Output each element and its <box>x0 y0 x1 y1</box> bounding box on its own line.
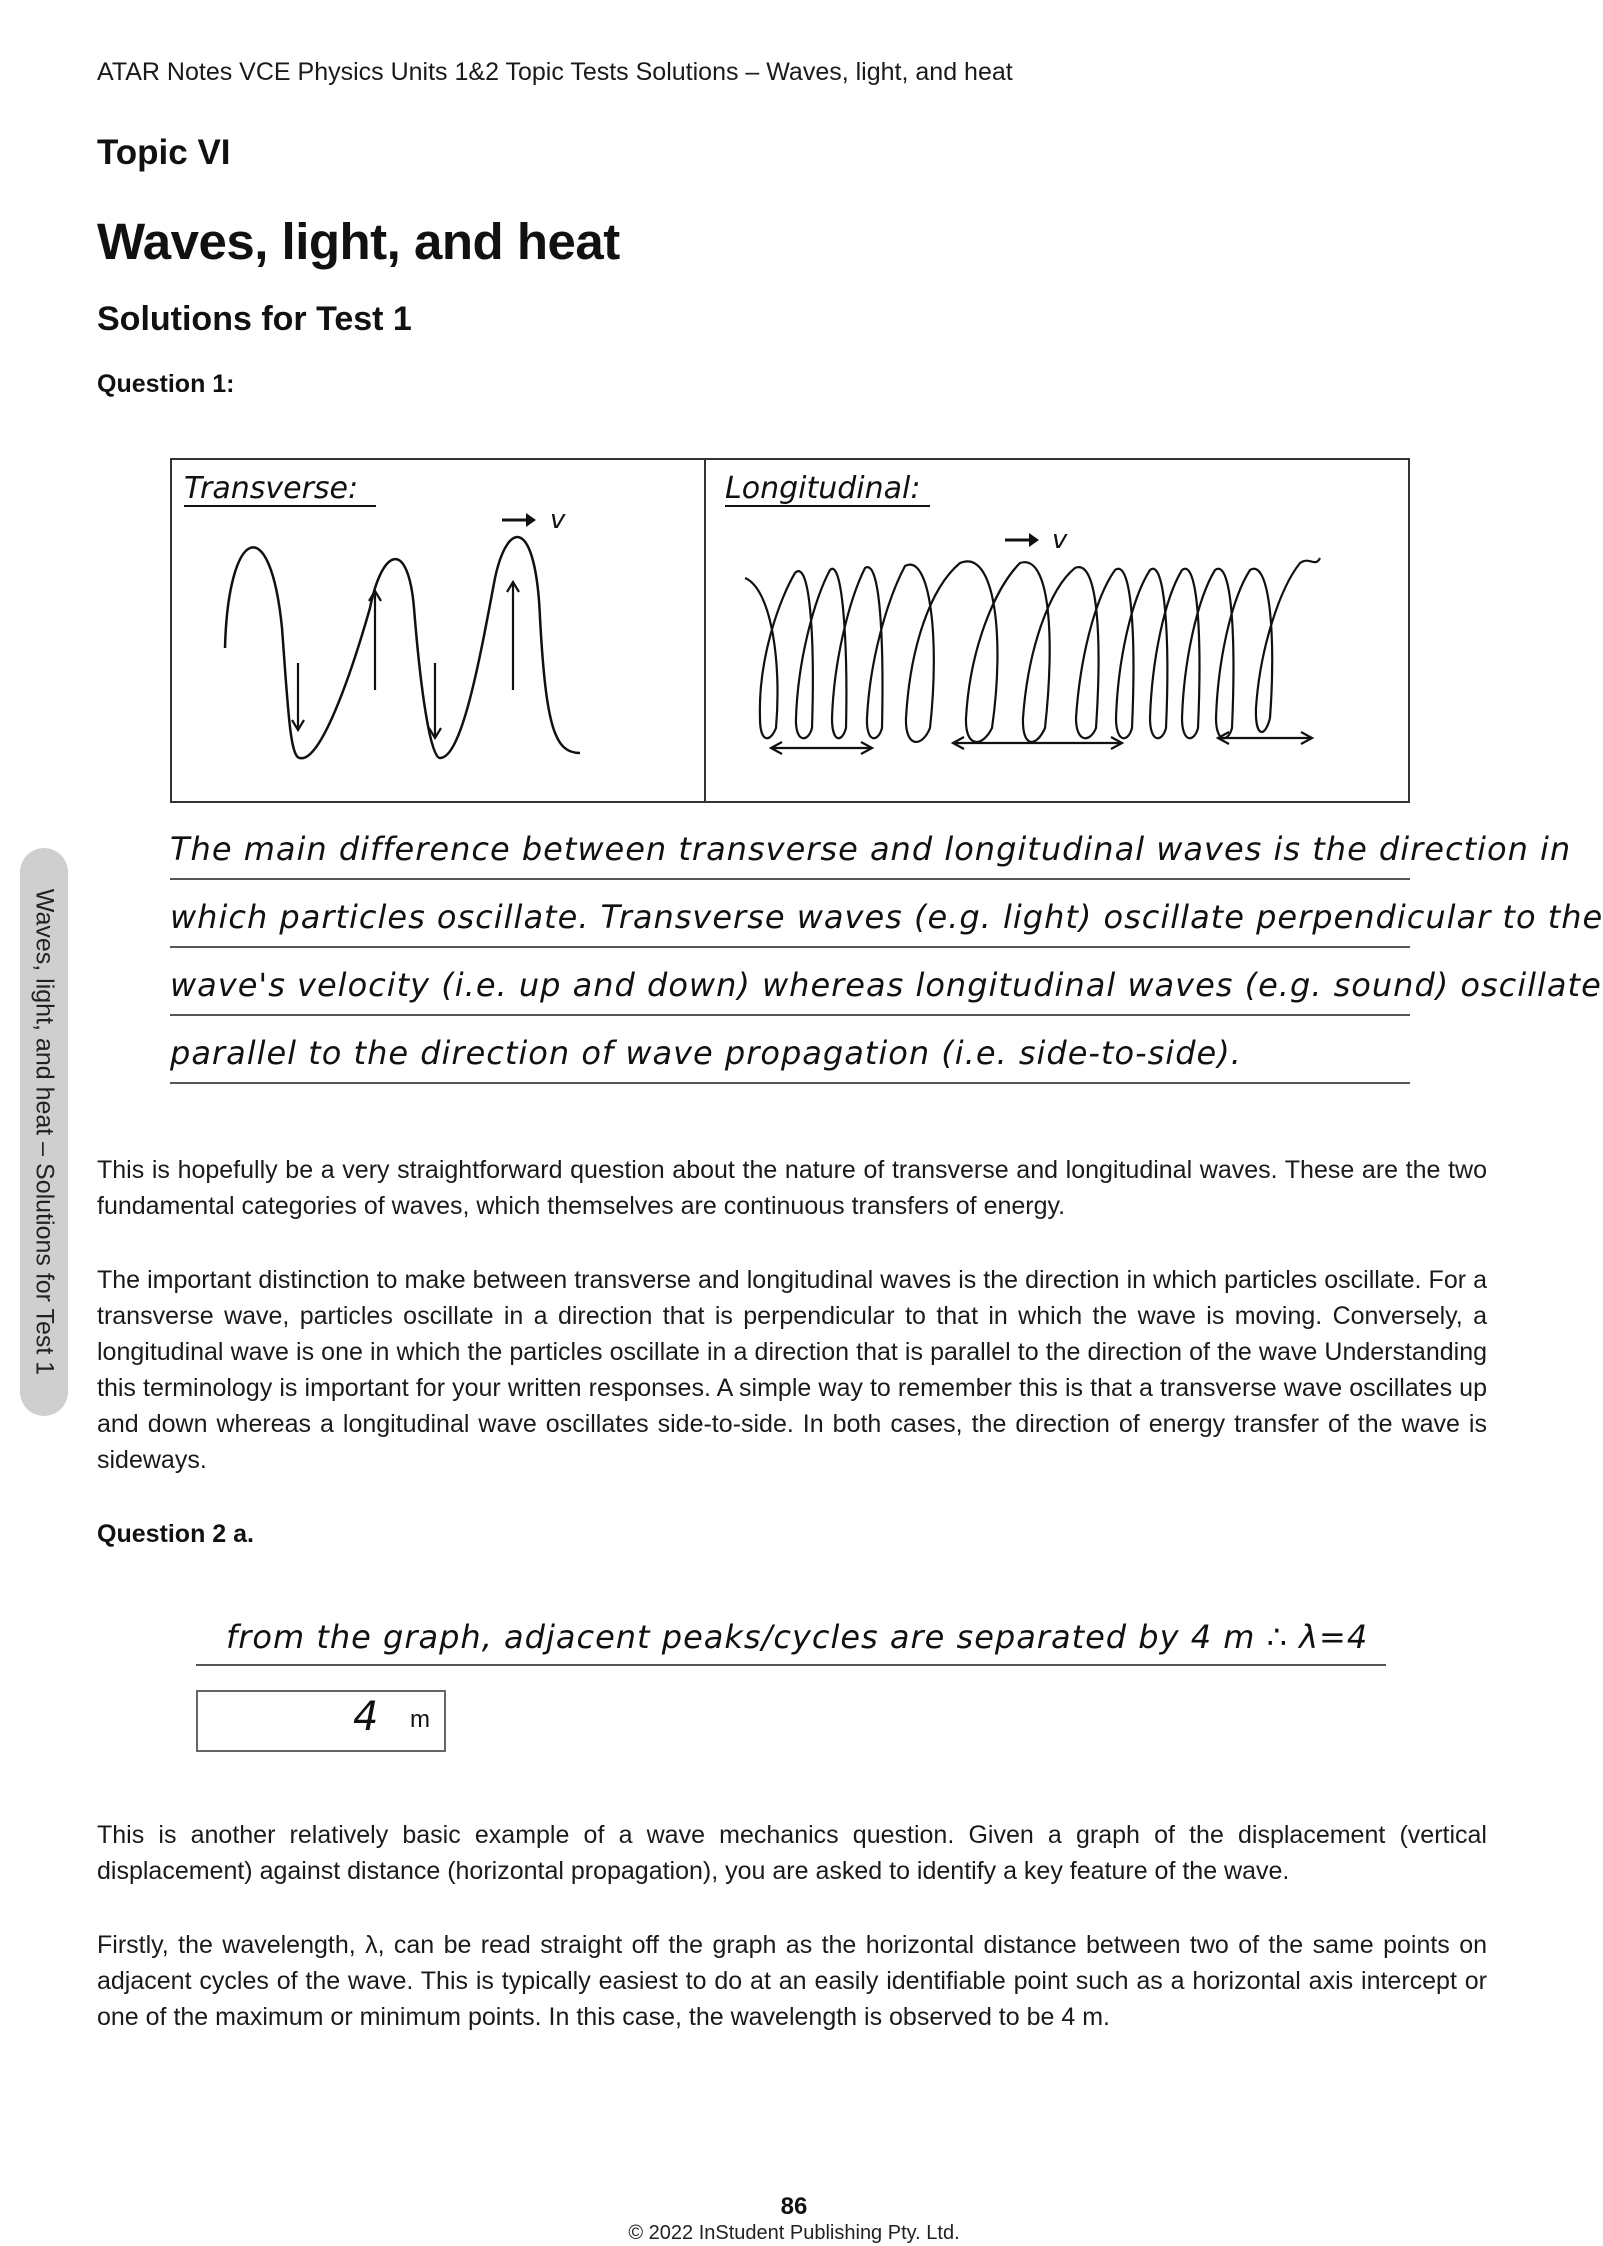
wave-diagram <box>170 458 1410 803</box>
q1-paragraph-2: The important distinction to make between transverse and longitudinal waves is the direction in which particles oscillate. For a transverse wave, particles oscillate in a direction that is perpendicular to that in which the wave is moving. Conversely, a longitudinal wave is one in which the particles oscillate in a direction that is parallel to the direction of the wave Understanding this terminology is important for your written responses. A simple way to remember this is that a transverse wave oscillates up and down whereas a longitudinal wave oscillates side-to-side. In both cases, the direction of energy transfer of the wave is sideways. <box>97 1266 1487 1474</box>
transverse-velocity-label: v <box>550 505 566 535</box>
question-2a-heading: Question 2 a. <box>97 1520 254 1548</box>
handwritten-answer-line-4: parallel to the direction of wave propagation (i.e. side-to-side). <box>170 1034 1410 1084</box>
longitudinal-label: Longitudinal: <box>725 471 921 506</box>
handwritten-answer-line-3: wave's velocity (i.e. up and down) whereas longitudinal waves (e.g. sound) oscillate <box>170 966 1410 1016</box>
handwritten-answer-line-1: The main difference between transverse and longitudinal waves is the direction in <box>170 830 1410 880</box>
transverse-velocity-arrow-icon <box>502 513 536 527</box>
longitudinal-velocity-label: v <box>1052 525 1068 555</box>
answer-box <box>196 1690 446 1752</box>
copyright: © 2022 InStudent Publishing Pty. Ltd. <box>628 2222 960 2244</box>
transverse-label: Transverse: <box>184 471 359 506</box>
side-tab <box>20 848 68 1416</box>
topic-title: Waves, light, and heat <box>97 213 620 270</box>
q2a-paragraph-2: Firstly, the wavelength, λ, can be read straight off the graph as the horizontal distance between two of the same points on adjacent cycles of the wave. This is typically easiest to do at an easily identifiable point such as a horizontal axis intercept or one of the maximum or minimum points. In this case, the wavelength is observed to be 4 m. <box>97 1931 1487 2031</box>
q2a-paragraph-1: This is another relatively basic example of a wave mechanics question. Given a graph of the displacement (vertical displacement) against distance (horizontal propagation), you are asked to identify a key feature of the wave. <box>97 1821 1487 1885</box>
solutions-title: Solutions for Test 1 <box>97 300 412 338</box>
answer-unit: m <box>410 1706 430 1733</box>
page-number: 86 <box>780 2193 808 2220</box>
topic-label: Topic VI <box>97 133 231 172</box>
answer-value: 4 <box>353 1694 380 1740</box>
handwritten-working: from the graph, adjacent peaks/cycles are separated by 4 m ∴ λ=4 <box>196 1618 1386 1666</box>
side-tab-text: Waves, light, and heat – Solutions for Test 1 <box>30 888 59 1376</box>
diagram-frame <box>171 459 1409 802</box>
handwritten-answer-line-2: which particles oscillate. Transverse waves (e.g. light) oscillate perpendicular to the <box>170 898 1410 948</box>
transverse-wave-icon <box>225 537 580 758</box>
running-header: ATAR Notes VCE Physics Units 1&2 Topic Tests Solutions – Waves, light, and heat <box>97 58 1013 86</box>
transverse-particle-arrows-icon <box>292 582 519 738</box>
longitudinal-coil-icon <box>745 558 1320 742</box>
question-1-heading: Question 1: <box>97 370 235 398</box>
longitudinal-velocity-arrow-icon <box>1005 533 1039 547</box>
q1-paragraph-1: This is hopefully be a very straightforward question about the nature of transverse and longitudinal waves. These are the two fundamental categories of waves, which themselves are continuous transfers of energy. <box>97 1156 1487 1220</box>
